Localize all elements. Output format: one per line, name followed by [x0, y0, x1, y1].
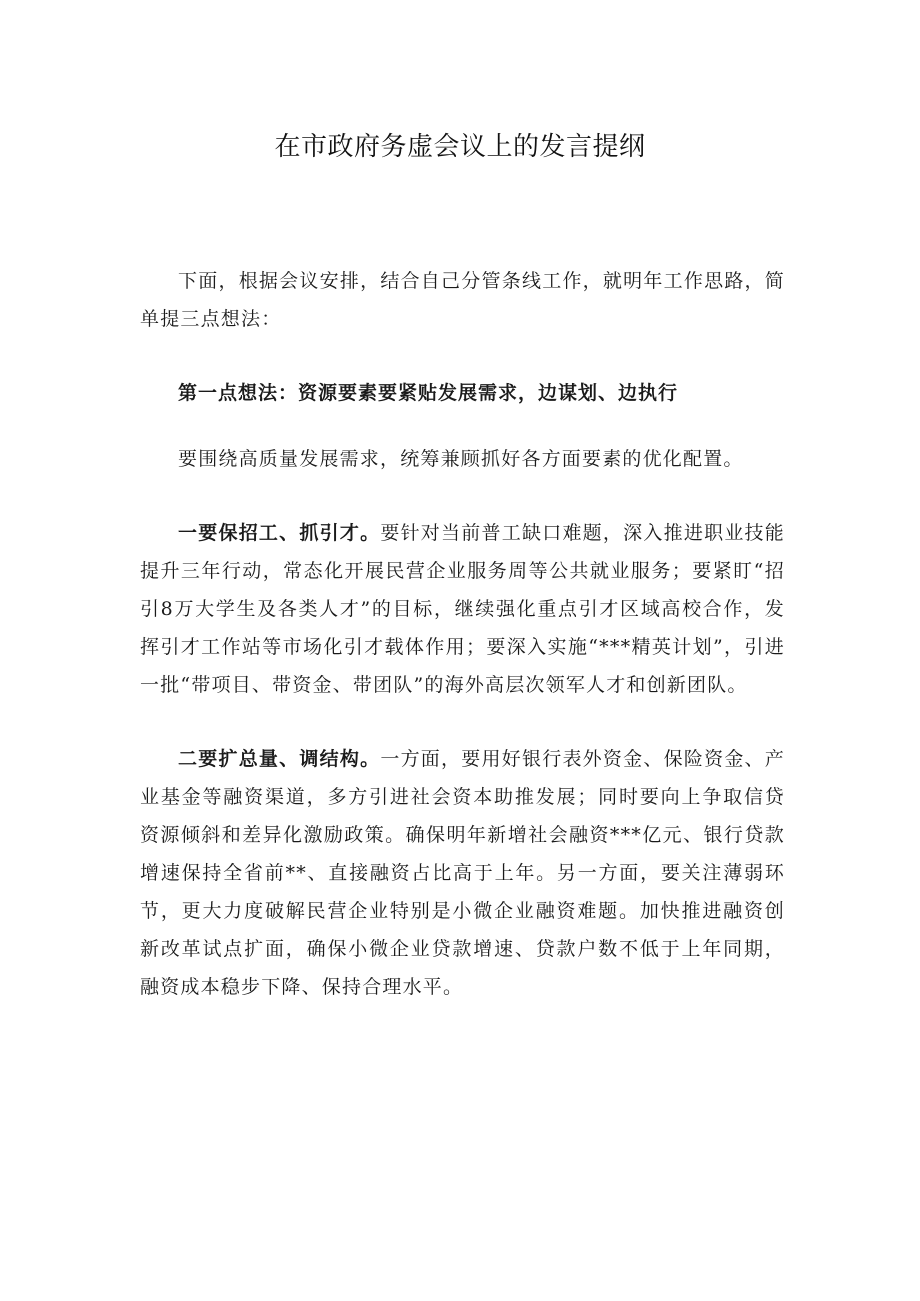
- point-text-2: 一方面，要用好银行表外资金、保险资金、产业基金等融资渠道，多方引进社会资本助推发展；同时要向上争取信贷资源倾斜和差异化激励政策。确保明年新增社会融资***亿元、银行贷款增速保持全省前**、直接融资占比高于上年。另一方面，要关注薄弱环节，更大力度破解民营企业特别是小微企业融资难题。加快推进融资创新改革试点扩面，确保小微企业贷款增速、贷款户数不低于上年同期，融资成本稳步下降、保持合理水平。: [140, 748, 785, 998]
- intro-paragraph: 下面，根据会议安排，结合自己分管条线工作，就明年工作思路，简单提三点想法：: [140, 270, 785, 330]
- point-paragraph-2: [140, 740, 785, 1006]
- section-summary: 要围绕高质量发展需求，统筹兼顾抓好各方面要素的优化配置。: [178, 448, 744, 470]
- point-lead-1: 一要保招工、抓引才。: [178, 522, 381, 544]
- document-body: [140, 262, 785, 1006]
- document-title: 在市政府务虚会议上的发言提纲: [274, 132, 646, 162]
- point-text-1: 要针对当前普工缺口难题，深入推进职业技能提升三年行动，常态化开展民营企业服务周等公共就业服务；要紧盯“招引8万大学生及各类人才”的目标，继续强化重点引才区域高校合作，发挥引才工作站等市场化引才载体作用；要深入实施“***精英计划”，引进一批“带项目、带资金、带团队”的海外高层次领军人才和创新团队。: [140, 522, 785, 696]
- section-heading: 第一点想法：资源要素要紧贴发展需求，边谋划、边执行: [178, 382, 679, 404]
- point-paragraph-1: [140, 514, 785, 704]
- point-lead-2: 二要扩总量、调结构。: [178, 748, 381, 770]
